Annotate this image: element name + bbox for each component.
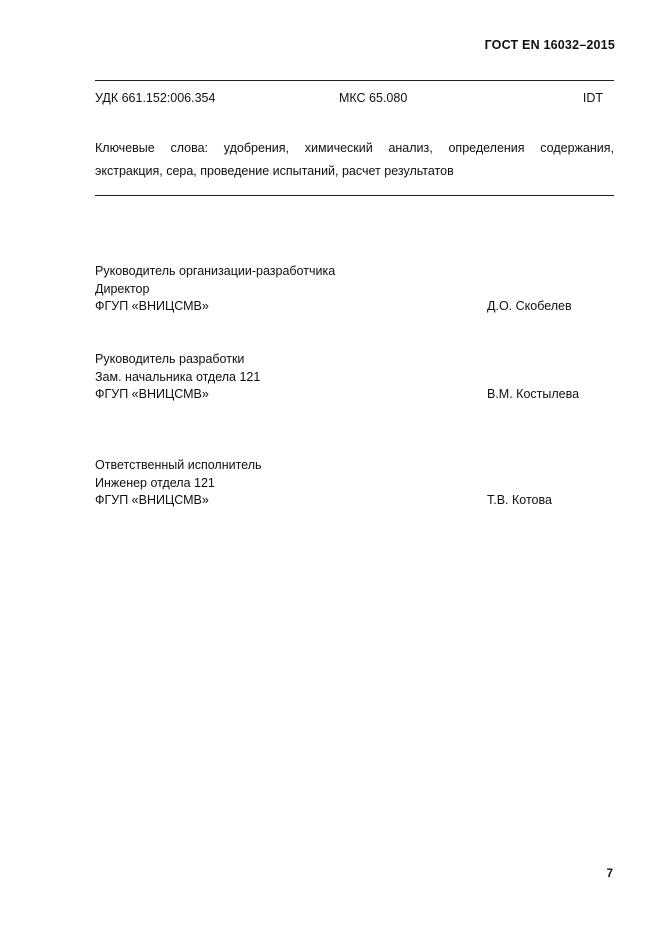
signatory-org-line xyxy=(95,298,595,316)
signatory-position: Инженер отдела 121 xyxy=(95,475,215,490)
signatory-role: Руководитель разработки xyxy=(95,352,245,366)
standard-code-header: ГОСТ EN 16032–2015 xyxy=(484,38,615,52)
signatory-position: Зам. начальника отдела 121 xyxy=(95,369,261,384)
signatory-org-line xyxy=(95,386,595,404)
signatory-role: Руководитель организации-разработчика xyxy=(95,264,336,278)
signatory-name: Д.О. Скобелев xyxy=(487,299,572,313)
mks-code: МКС 65.080 xyxy=(339,91,408,105)
page-number: 7 xyxy=(606,868,613,880)
signatory-organization: ФГУП «ВНИЦСМВ» xyxy=(95,387,209,401)
signatory-block-development-head xyxy=(95,351,595,404)
udk-code: УДК 661.152:006.354 xyxy=(95,91,216,105)
bottom-divider xyxy=(95,195,614,196)
signatory-name: В.М. Костылева xyxy=(487,387,580,401)
signatory-position: Директор xyxy=(95,281,150,296)
top-divider xyxy=(95,80,614,81)
signatory-organization: ФГУП «ВНИЦСМВ» xyxy=(95,299,209,313)
keywords-line-2: экстракция, сера, проведение испытаний, расчет результатов xyxy=(95,164,454,178)
keywords-paragraph xyxy=(95,137,614,183)
signatory-organization: ФГУП «ВНИЦСМВ» xyxy=(95,493,209,507)
signatory-role: Ответственный исполнитель xyxy=(95,458,262,472)
signatory-name: Т.В. Котова xyxy=(487,493,552,507)
signatory-org-line xyxy=(95,492,595,510)
signatory-block-executor xyxy=(95,457,595,510)
keywords-line-1: Ключевые слова: удобрения, химический анализ, определения содержания, xyxy=(95,141,614,155)
signatory-block-developer-head xyxy=(95,263,595,316)
equivalence-degree: IDT xyxy=(582,91,603,105)
classification-row xyxy=(95,91,603,107)
